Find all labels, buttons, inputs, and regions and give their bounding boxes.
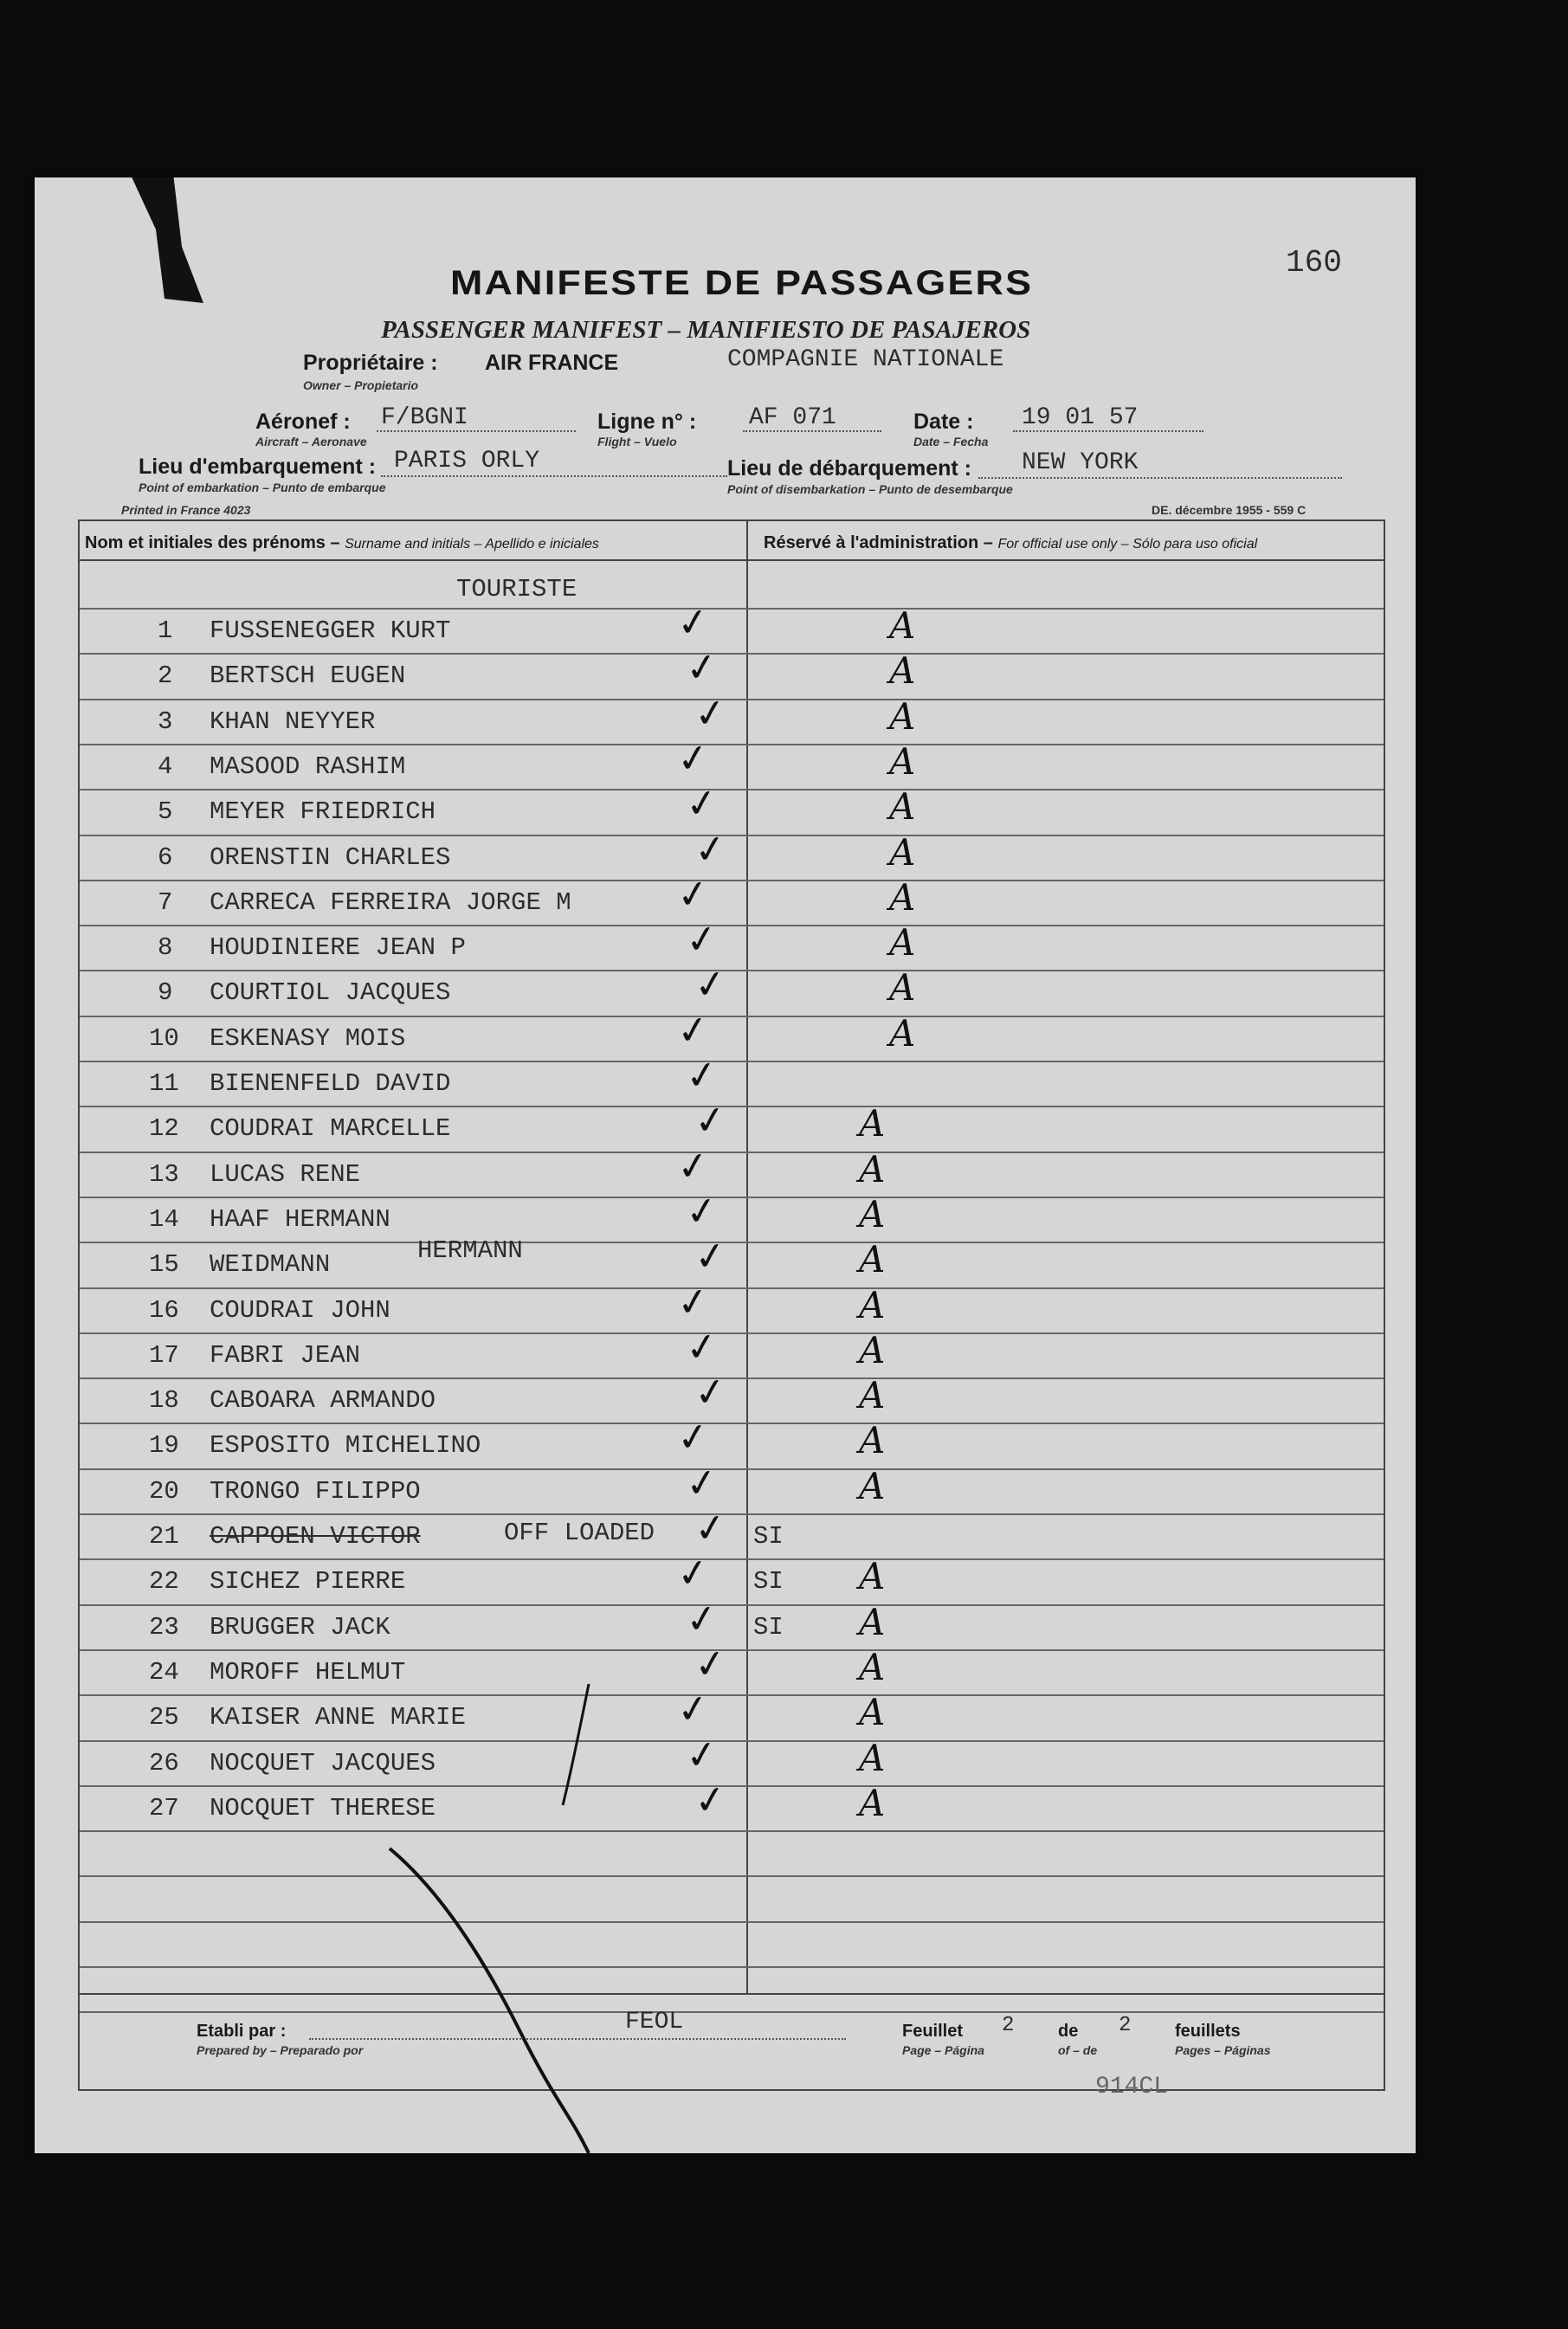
passenger-name: ESPOSITO MICHELINO	[210, 1431, 481, 1461]
passenger-name: CARRECA FERREIRA JORGE M	[210, 887, 571, 917]
admin-mark: A	[859, 1283, 886, 1326]
flight-sublabel: Flight – Vuelo	[597, 435, 677, 448]
check-mark-icon: ✓	[674, 870, 713, 919]
admin-mark: A	[889, 739, 916, 783]
admin-code: SI	[753, 1612, 784, 1642]
stamp-code: 914CL	[1095, 2074, 1169, 2100]
passenger-number: 1	[158, 616, 173, 645]
date-label: Date :	[913, 410, 974, 434]
passenger-number: 2	[158, 661, 173, 691]
passenger-number: 15	[149, 1250, 179, 1280]
passenger-name: MOROFF HELMUT	[210, 1657, 406, 1687]
sheets-sublabel: Pages – Páginas	[1175, 2043, 1271, 2057]
check-mark-icon: ✓	[682, 1187, 721, 1236]
check-mark-icon: ✓	[674, 1685, 713, 1734]
disembark-label: Lieu de débarquement :	[727, 456, 971, 481]
embark-sublabel: Point of embarkation – Punto de embarque	[139, 481, 386, 494]
admin-mark: A	[859, 1238, 886, 1281]
passenger-name: COUDRAI JOHN	[210, 1295, 390, 1325]
prepared-value: FEOL	[625, 2009, 684, 2035]
passenger-number: 21	[149, 1522, 179, 1551]
passenger-number: 11	[149, 1069, 179, 1098]
manifest-subtitle: PASSENGER MANIFEST – MANIFIESTO DE PASAJEROS	[381, 316, 1031, 344]
embark-label: Lieu d'embarquement :	[139, 455, 377, 479]
check-mark-icon: ✓	[691, 1776, 730, 1825]
passenger-number: 24	[149, 1657, 179, 1687]
admin-mark: A	[859, 1102, 886, 1145]
check-mark-icon: ✓	[691, 1640, 730, 1689]
passenger-name: BERTSCH EUGEN	[210, 661, 406, 691]
admin-mark: A	[859, 1192, 886, 1235]
passenger-number: 19	[149, 1431, 179, 1461]
admin-mark: A	[889, 830, 916, 874]
admin-mark: A	[859, 1736, 886, 1779]
check-mark-icon: ✓	[674, 1142, 713, 1190]
admin-mark: A	[889, 785, 916, 829]
passenger-name: HOUDINIERE JEAN P	[210, 933, 466, 963]
passenger-number: 27	[149, 1793, 179, 1823]
sheet-sublabel: Page – Página	[902, 2043, 984, 2057]
passenger-number: 16	[149, 1295, 179, 1325]
admin-mark: A	[859, 1691, 886, 1734]
owner-typed: COMPAGNIE NATIONALE	[727, 346, 1004, 373]
passenger-number: 17	[149, 1340, 179, 1370]
passenger-name: CAPPOEN VICTOR	[210, 1522, 421, 1551]
date-sublabel: Date – Fecha	[913, 435, 989, 448]
check-mark-icon: ✓	[682, 779, 721, 829]
date-value: 19 01 57	[1022, 404, 1139, 431]
passenger-name: ORENSTIN CHARLES	[210, 842, 451, 872]
check-mark-icon: ✓	[682, 1595, 721, 1643]
check-mark-icon: ✓	[674, 734, 713, 784]
admin-mark: A	[889, 966, 916, 1010]
class-heading: TOURISTE	[456, 575, 578, 603]
passenger-number: 6	[158, 842, 173, 872]
passenger-number: 7	[158, 887, 173, 917]
admin-mark: A	[859, 1781, 886, 1824]
admin-code: SI	[753, 1522, 784, 1551]
prepared-label: Etabli par :	[197, 2022, 287, 2041]
aircraft-label: Aéronef :	[255, 410, 351, 434]
check-mark-icon: ✓	[691, 1504, 730, 1553]
of-sublabel: of – de	[1058, 2043, 1098, 2057]
passenger-name: COURTIOL JACQUES	[210, 978, 451, 1008]
check-mark-icon: ✓	[682, 1051, 721, 1100]
disembark-value: NEW YORK	[1022, 449, 1139, 476]
check-mark-icon: ✓	[691, 689, 730, 738]
column-header-names: Nom et initiales des prénoms – Surname and initials – Apellido e iniciales	[85, 533, 599, 552]
of-label: de	[1058, 2022, 1079, 2041]
passenger-number: 25	[149, 1703, 179, 1732]
check-mark-icon: ✓	[674, 1006, 713, 1055]
passenger-name: NOCQUET JACQUES	[210, 1748, 436, 1777]
printed-note: Printed in France 4023	[121, 503, 251, 517]
check-mark-icon: ✓	[682, 643, 721, 693]
flight-label: Ligne n° :	[597, 410, 697, 434]
flight-value: AF 071	[749, 404, 836, 431]
check-mark-icon: ✓	[682, 915, 721, 965]
check-mark-icon: ✓	[691, 1232, 730, 1281]
passenger-name: WEIDMANN	[210, 1250, 331, 1280]
sheet-number: 2	[1002, 2014, 1015, 2037]
admin-mark: A	[859, 1147, 886, 1190]
manifest-sheet	[35, 177, 1416, 2153]
prepared-sublabel: Prepared by – Preparado por	[197, 2043, 364, 2057]
check-mark-icon: ✓	[674, 1278, 713, 1326]
passenger-number: 22	[149, 1567, 179, 1597]
passenger-number: 14	[149, 1204, 179, 1234]
admin-mark: A	[889, 921, 916, 965]
passenger-name: KHAN NEYYER	[210, 706, 376, 736]
passenger-number: 13	[149, 1159, 179, 1189]
passenger-name: FABRI JEAN	[210, 1340, 361, 1370]
passenger-number: 10	[149, 1023, 179, 1053]
owner-sublabel: Owner – Propietario	[303, 378, 419, 392]
admin-mark: A	[859, 1374, 886, 1417]
page-number: 160	[1286, 245, 1342, 281]
aircraft-sublabel: Aircraft – Aeronave	[255, 435, 367, 448]
passenger-note: OFF LOADED	[504, 1519, 655, 1547]
passenger-name: NOCQUET THERESE	[210, 1793, 436, 1823]
passenger-name: KAISER ANNE MARIE	[210, 1703, 466, 1732]
admin-mark: A	[859, 1600, 886, 1643]
passenger-name: MEYER FRIEDRICH	[210, 797, 436, 827]
admin-mark: A	[889, 694, 916, 738]
passenger-number: 12	[149, 1114, 179, 1144]
pen-stroke-overlay	[35, 177, 1416, 2153]
check-mark-icon: ✓	[682, 1323, 721, 1372]
passenger-name: LUCAS RENE	[210, 1159, 361, 1189]
passenger-name: COUDRAI MARCELLE	[210, 1114, 451, 1144]
check-mark-icon: ✓	[674, 1549, 713, 1598]
passenger-name: MASOOD RASHIM	[210, 752, 406, 781]
passenger-name: BRUGGER JACK	[210, 1612, 390, 1642]
passenger-number: 4	[158, 752, 173, 781]
admin-mark: A	[859, 1464, 886, 1507]
admin-mark: A	[859, 1555, 886, 1598]
admin-mark: A	[889, 649, 916, 693]
manifest-title: MANIFESTE DE PASSAGERS	[450, 264, 1034, 302]
passenger-number: 5	[158, 797, 173, 827]
check-mark-icon: ✓	[674, 598, 713, 648]
passenger-number: 20	[149, 1476, 179, 1506]
sheet-label: Feuillet	[902, 2022, 964, 2041]
admin-mark: A	[859, 1645, 886, 1688]
passenger-name: CABOARA ARMANDO	[210, 1386, 436, 1416]
passenger-number: 26	[149, 1748, 179, 1777]
column-header-admin: Réservé à l'administration – For official use only – Sólo para uso oficial	[764, 533, 1258, 552]
passenger-number: 23	[149, 1612, 179, 1642]
passenger-number: 3	[158, 706, 173, 736]
check-mark-icon: ✓	[691, 1096, 730, 1145]
check-mark-icon: ✓	[691, 825, 730, 874]
owner-label: Propriétaire :	[303, 351, 438, 375]
passenger-name: TRONGO FILIPPO	[210, 1476, 421, 1506]
admin-mark: A	[889, 875, 916, 919]
admin-mark: A	[859, 1328, 886, 1371]
sheets-label: feuillets	[1175, 2022, 1241, 2041]
admin-mark: A	[889, 604, 916, 647]
embark-value: PARIS ORLY	[394, 448, 540, 474]
passenger-name: BIENENFELD DAVID	[210, 1069, 451, 1098]
of-number: 2	[1119, 2014, 1132, 2037]
check-mark-icon: ✓	[674, 1414, 713, 1462]
passenger-number: 18	[149, 1386, 179, 1416]
passenger-number: 8	[158, 933, 173, 963]
admin-mark: A	[889, 1011, 916, 1055]
passenger-name: ESKENASY MOIS	[210, 1023, 406, 1053]
check-mark-icon: ✓	[682, 1731, 721, 1779]
aircraft-value: F/BGNI	[381, 404, 468, 431]
admin-code: SI	[753, 1567, 784, 1597]
passenger-note: HERMANN	[417, 1236, 523, 1266]
passenger-name: HAAF HERMANN	[210, 1204, 390, 1234]
disembark-sublabel: Point of disembarkation – Punto de desembarque	[727, 482, 1013, 496]
passenger-number: 9	[158, 978, 173, 1008]
check-mark-icon: ✓	[682, 1459, 721, 1508]
check-mark-icon: ✓	[691, 961, 730, 1010]
check-mark-icon: ✓	[691, 1368, 730, 1417]
passenger-name: FUSSENEGGER KURT	[210, 616, 451, 645]
passenger-name: SICHEZ PIERRE	[210, 1567, 406, 1597]
form-code: DE. décembre 1955 - 559 C	[1152, 503, 1307, 517]
admin-mark: A	[859, 1419, 886, 1462]
owner-value: AIR FRANCE	[485, 351, 619, 375]
